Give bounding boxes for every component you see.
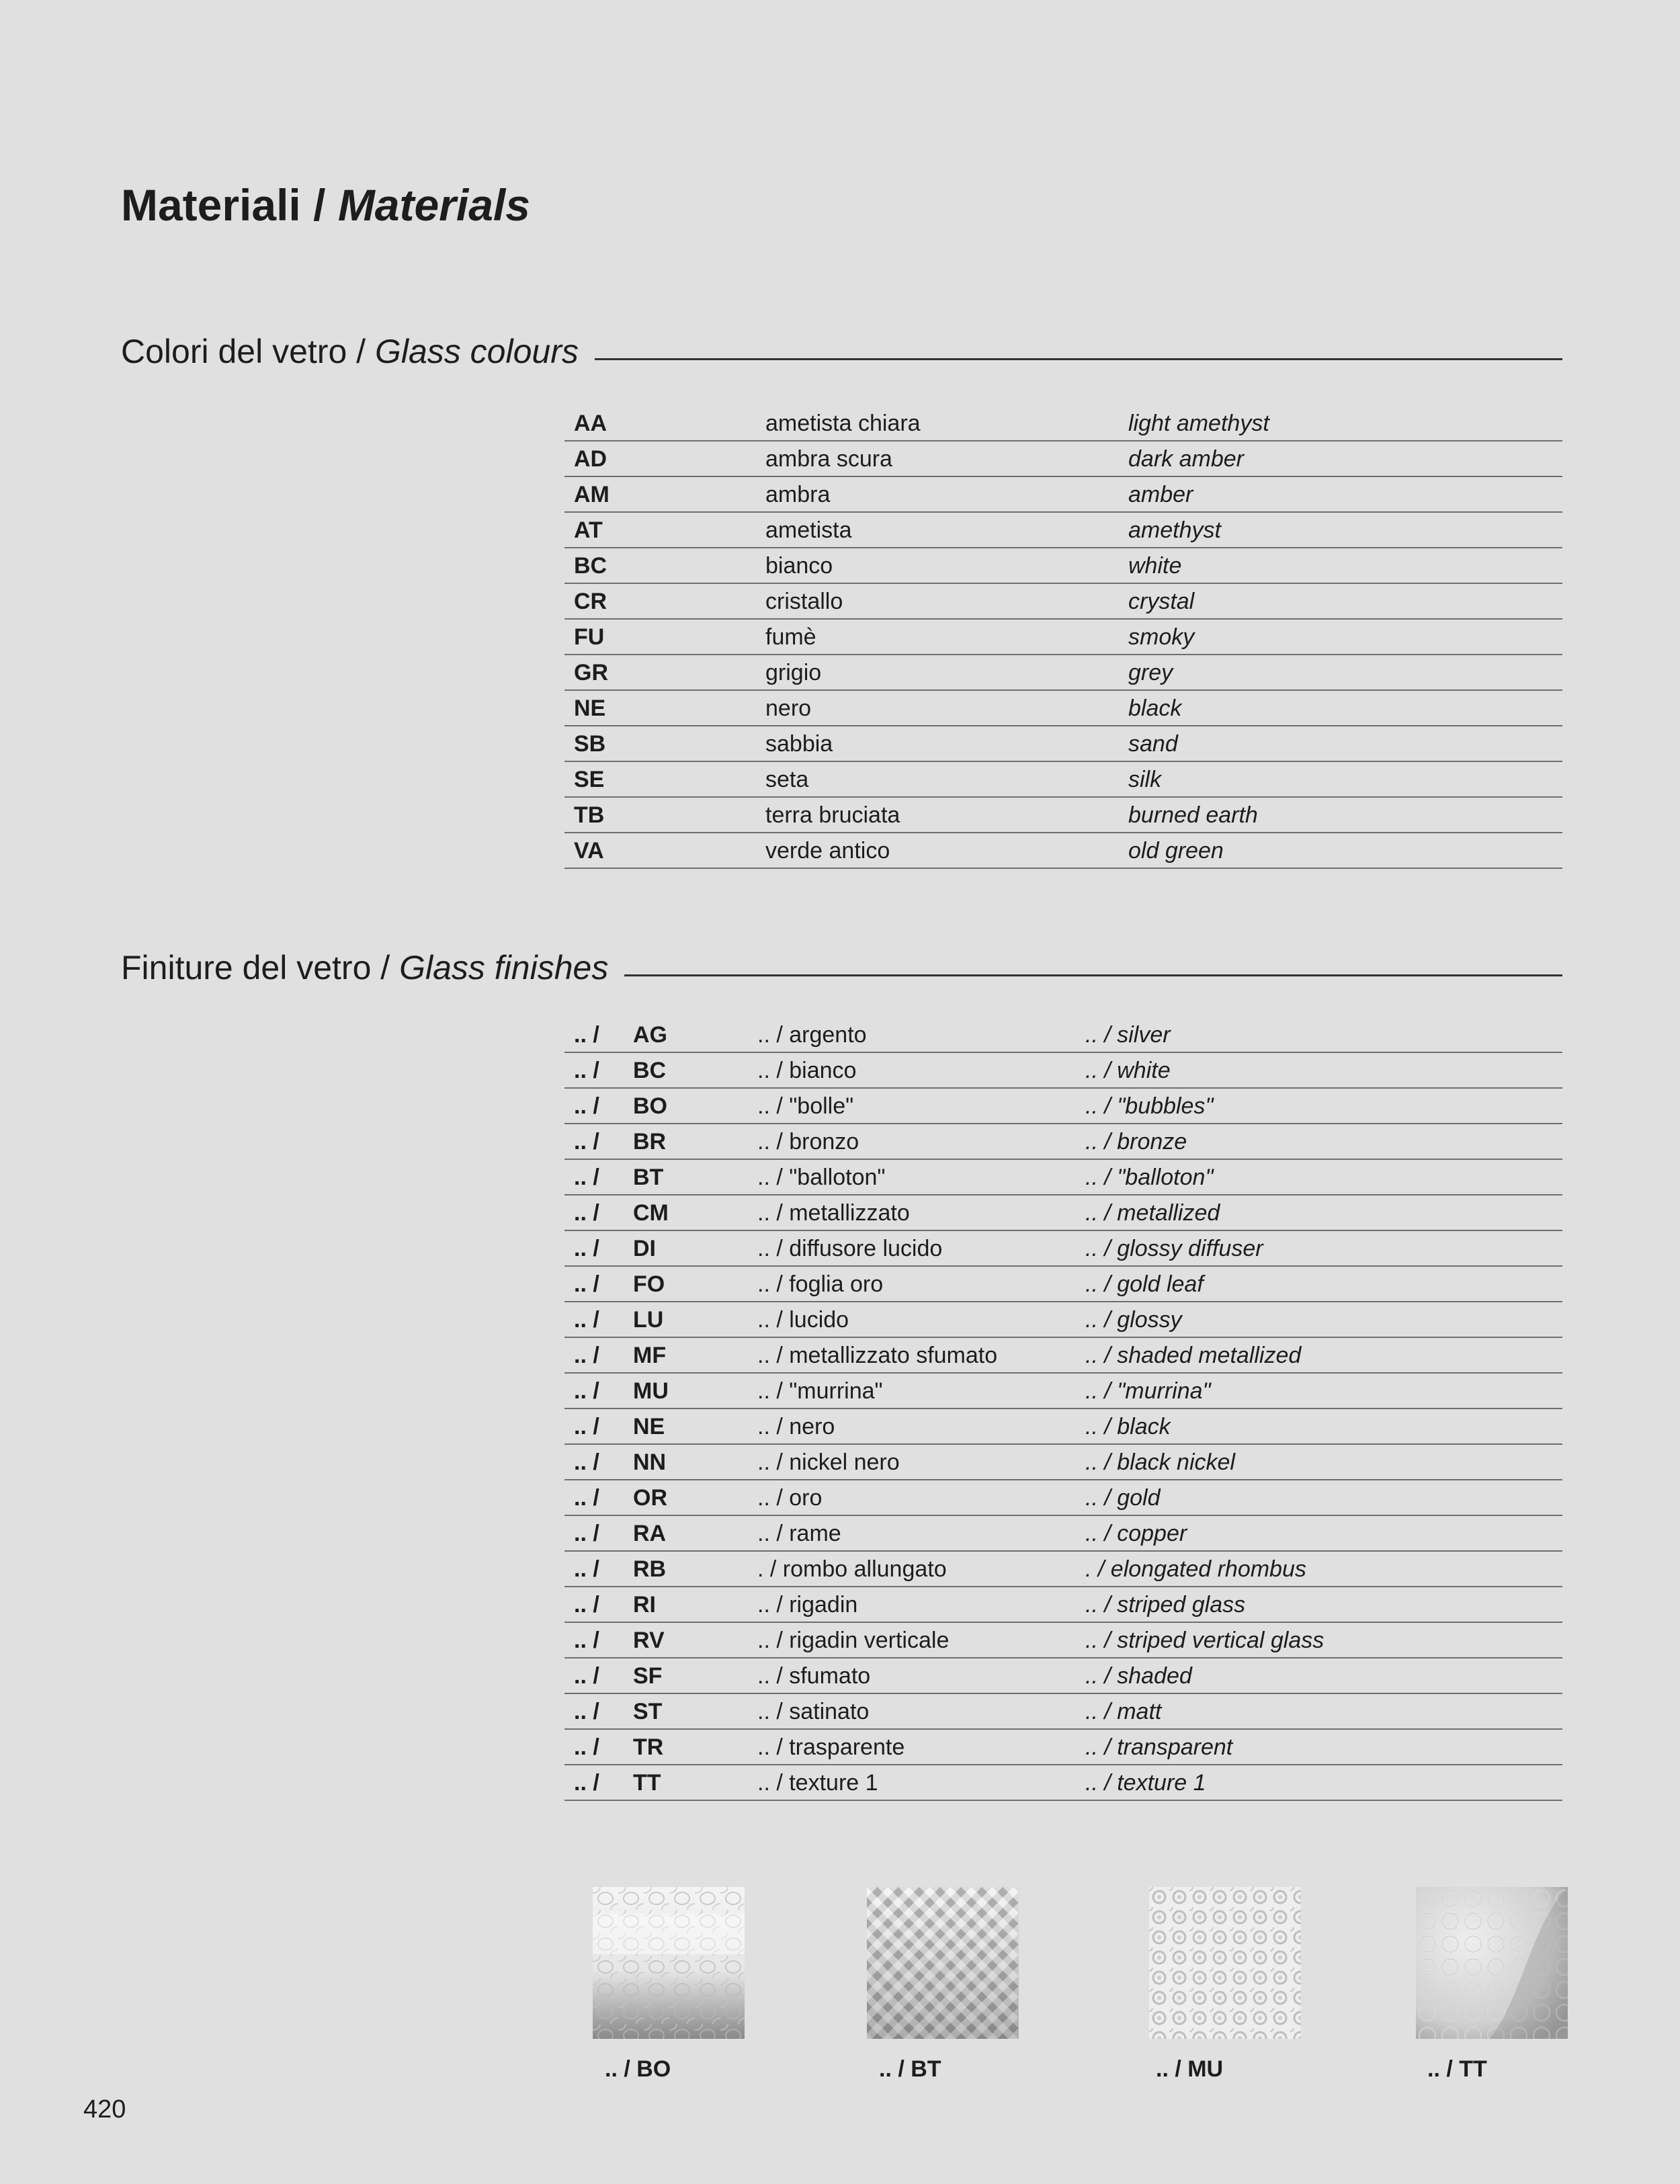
table-row [564, 833, 1562, 869]
english-name: burned earth [1128, 802, 1258, 828]
sample-label-tt: .. / TT [1427, 2056, 1487, 2082]
colour-code: BC [574, 552, 607, 579]
table-row [564, 513, 1562, 548]
english-name: .. / black [1085, 1413, 1171, 1439]
finish-prefix: .. / [574, 1769, 599, 1796]
colour-code: NE [574, 695, 606, 721]
finish-prefix: .. / [574, 1342, 599, 1368]
table-row [564, 1374, 1562, 1409]
english-name: .. / copper [1085, 1520, 1187, 1546]
finish-code: BO [633, 1093, 667, 1119]
italian-name: .. / trasparente [757, 1734, 905, 1760]
table-row [564, 584, 1562, 620]
finish-code: CM [633, 1200, 669, 1226]
english-name: .. / texture 1 [1085, 1769, 1206, 1796]
sample-image-balloton [867, 1887, 1019, 2039]
english-name: .. / striped glass [1085, 1591, 1246, 1618]
italian-name: .. / nero [757, 1413, 835, 1439]
finish-code: RI [633, 1591, 656, 1618]
finish-code: BT [633, 1164, 664, 1190]
table-row [564, 726, 1562, 762]
table-row [564, 1516, 1562, 1552]
italian-name: fumè [765, 624, 816, 650]
table-row [564, 548, 1562, 584]
finish-code: DI [633, 1235, 656, 1261]
finish-prefix: .. / [574, 1200, 599, 1226]
italian-name: ambra scura [765, 446, 892, 472]
colour-code: CR [574, 588, 607, 614]
finish-code: MU [633, 1378, 669, 1404]
finish-code: LU [633, 1306, 664, 1333]
finish-prefix: .. / [574, 1556, 599, 1582]
italian-name: .. / metallizzato sfumato [757, 1342, 998, 1368]
finish-code: RB [633, 1556, 667, 1582]
english-name: smoky [1128, 624, 1195, 650]
finish-prefix: .. / [574, 1591, 599, 1618]
colour-code: SE [574, 766, 605, 792]
english-name: silk [1128, 766, 1162, 792]
italian-name: terra bruciata [765, 802, 900, 828]
finish-code: MF [633, 1342, 667, 1368]
sample-label-bo: .. / BO [605, 2056, 671, 2082]
english-name: .. / black nickel [1085, 1449, 1235, 1475]
page-number: 420 [83, 2095, 126, 2124]
finish-prefix: .. / [574, 1093, 599, 1119]
finish-code: ST [633, 1698, 663, 1724]
table-row [564, 1124, 1562, 1160]
finish-code: TT [633, 1769, 661, 1796]
finish-code: RA [633, 1520, 667, 1546]
finish-prefix: .. / [574, 1698, 599, 1724]
italian-name: cristallo [765, 588, 843, 614]
english-name: dark amber [1128, 446, 1244, 472]
italian-name: .. / nickel nero [757, 1449, 900, 1475]
table-row [564, 1552, 1562, 1587]
table-row [564, 1623, 1562, 1658]
table-row [564, 1445, 1562, 1480]
italian-name: grigio [765, 659, 822, 685]
finish-prefix: .. / [574, 1164, 599, 1190]
sample-label-bt: .. / BT [879, 2056, 941, 2082]
finish-code: TR [633, 1734, 664, 1760]
finish-prefix: .. / [574, 1378, 599, 1404]
table-row [564, 1409, 1562, 1445]
finish-prefix: .. / [574, 1734, 599, 1760]
italian-name: .. / lucido [757, 1306, 849, 1333]
finish-prefix: .. / [574, 1663, 599, 1689]
italian-name: sabbia [765, 730, 833, 757]
sample-image-bubbles [593, 1887, 745, 2039]
finish-code: FO [633, 1271, 665, 1297]
english-name: .. / gold leaf [1085, 1271, 1204, 1297]
table-row [564, 1765, 1562, 1801]
finish-prefix: .. / [574, 1057, 599, 1083]
table-row [564, 1338, 1562, 1374]
english-name: .. / silver [1085, 1021, 1171, 1048]
finish-prefix: .. / [574, 1128, 599, 1154]
table-row [564, 442, 1562, 477]
italian-name: seta [765, 766, 809, 792]
finish-prefix: .. / [574, 1021, 599, 1048]
english-name: .. / bronze [1085, 1128, 1187, 1154]
colour-code: FU [574, 624, 605, 650]
glass-colours-table [564, 406, 1562, 869]
english-name: white [1128, 552, 1182, 579]
finish-prefix: .. / [574, 1449, 599, 1475]
table-row [564, 1017, 1562, 1053]
english-name: grey [1128, 659, 1173, 685]
italian-name: ametista chiara [765, 410, 921, 436]
table-row [564, 1053, 1562, 1089]
finish-prefix: .. / [574, 1235, 599, 1261]
table-row [564, 1089, 1562, 1124]
finish-prefix: .. / [574, 1627, 599, 1653]
table-row [564, 1267, 1562, 1302]
table-row [564, 1231, 1562, 1267]
english-name: .. / striped vertical glass [1085, 1627, 1325, 1653]
italian-name: .. / "bolle" [757, 1093, 854, 1119]
colour-code: GR [574, 659, 608, 685]
finish-code: OR [633, 1484, 667, 1511]
italian-name: bianco [765, 552, 833, 579]
english-name: .. / "bubbles" [1085, 1093, 1214, 1119]
finish-prefix: .. / [574, 1484, 599, 1511]
table-row [564, 1587, 1562, 1623]
finish-code: AG [633, 1021, 667, 1048]
italian-name: .. / foglia oro [757, 1271, 884, 1297]
table-row [564, 620, 1562, 655]
colour-code: VA [574, 837, 604, 864]
finish-code: RV [633, 1627, 665, 1653]
colour-code: AD [574, 446, 607, 472]
english-name: . / elongated rhombus [1085, 1556, 1306, 1582]
finish-code: SF [633, 1663, 663, 1689]
table-row [564, 1480, 1562, 1516]
english-name: .. / "balloton" [1085, 1164, 1214, 1190]
english-name: amber [1128, 481, 1193, 507]
table-row [564, 1302, 1562, 1338]
english-name: amethyst [1128, 517, 1221, 543]
english-name: crystal [1128, 588, 1195, 614]
english-name: .. / white [1085, 1057, 1171, 1083]
glass-finishes-table [564, 1017, 1562, 1801]
table-row [564, 1195, 1562, 1231]
finish-code: BC [633, 1057, 667, 1083]
finish-prefix: .. / [574, 1306, 599, 1333]
english-name: .. / shaded [1085, 1663, 1192, 1689]
colour-code: SB [574, 730, 606, 757]
table-row [564, 477, 1562, 513]
sample-image-murrina [1149, 1887, 1301, 2039]
finish-code: NE [633, 1413, 665, 1439]
english-name: .. / gold [1085, 1484, 1161, 1511]
table-row [564, 1694, 1562, 1730]
italian-name: . / rombo allungato [757, 1556, 947, 1582]
english-name: sand [1128, 730, 1178, 757]
glass-colours-heading: Colori del vetro / Glass colours [121, 321, 1562, 368]
glass-finishes-heading: Finiture del vetro / Glass finishes [121, 937, 1562, 984]
finish-prefix: .. / [574, 1413, 599, 1439]
table-row [564, 1658, 1562, 1694]
english-name: .. / glossy [1085, 1306, 1182, 1333]
table-row [564, 655, 1562, 691]
colour-code: AT [574, 517, 603, 543]
page-title: Materiali / Materials [121, 180, 530, 230]
italian-name: .. / bronzo [757, 1128, 859, 1154]
section-divider [624, 974, 1562, 976]
finish-prefix: .. / [574, 1520, 599, 1546]
english-name: .. / glossy diffuser [1085, 1235, 1263, 1261]
sample-label-mu: .. / MU [1156, 2056, 1224, 2082]
italian-name: .. / rame [757, 1520, 841, 1546]
section-divider [595, 358, 1562, 360]
finish-code: BR [633, 1128, 667, 1154]
table-row [564, 691, 1562, 726]
italian-name: .. / "murrina" [757, 1378, 883, 1404]
italian-name: .. / rigadin [757, 1591, 858, 1618]
table-row [564, 406, 1562, 442]
finish-code: NN [633, 1449, 667, 1475]
colour-code: AM [574, 481, 610, 507]
italian-name: .. / diffusore lucido [757, 1235, 943, 1261]
english-name: .. / matt [1085, 1698, 1162, 1724]
italian-name: .. / "balloton" [757, 1164, 886, 1190]
italian-name: .. / metallizzato [757, 1200, 910, 1226]
colour-code: TB [574, 802, 605, 828]
colour-code: AA [574, 410, 607, 436]
sample-image-texture [1416, 1887, 1568, 2039]
english-name: light amethyst [1128, 410, 1269, 436]
english-name: .. / "murrina" [1085, 1378, 1211, 1404]
table-row [564, 1730, 1562, 1765]
italian-name: .. / argento [757, 1021, 867, 1048]
english-name: .. / transparent [1085, 1734, 1233, 1760]
english-name: .. / shaded metallized [1085, 1342, 1302, 1368]
italian-name: ambra [765, 481, 831, 507]
italian-name: .. / rigadin verticale [757, 1627, 950, 1653]
table-row [564, 798, 1562, 833]
italian-name: .. / satinato [757, 1698, 870, 1724]
table-row [564, 1160, 1562, 1195]
italian-name: .. / oro [757, 1484, 823, 1511]
english-name: old green [1128, 837, 1224, 864]
english-name: black [1128, 695, 1182, 721]
finish-prefix: .. / [574, 1271, 599, 1297]
italian-name: ametista [765, 517, 852, 543]
italian-name: .. / sfumato [757, 1663, 871, 1689]
italian-name: .. / bianco [757, 1057, 857, 1083]
italian-name: nero [765, 695, 812, 721]
italian-name: verde antico [765, 837, 890, 864]
english-name: .. / metallized [1085, 1200, 1220, 1226]
italian-name: .. / texture 1 [757, 1769, 878, 1796]
table-row [564, 762, 1562, 798]
